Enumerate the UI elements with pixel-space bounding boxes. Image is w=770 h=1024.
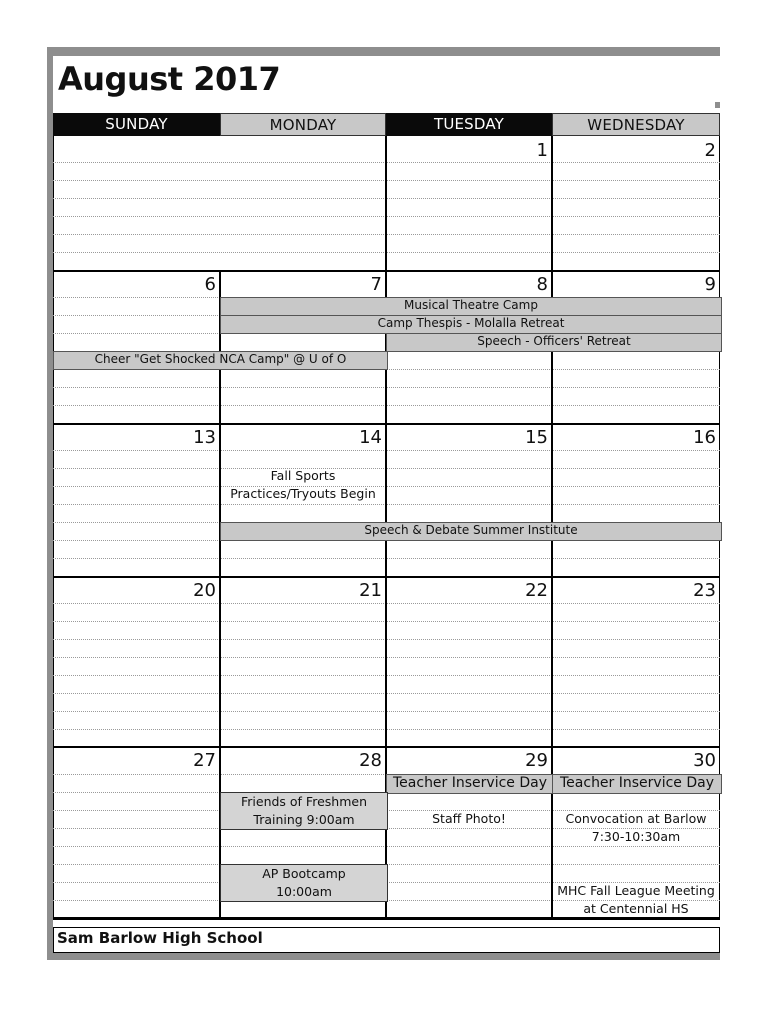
frame-top-border bbox=[47, 47, 720, 56]
event-teacher-inservice-30[interactable]: Teacher Inservice Day bbox=[552, 774, 722, 794]
date-20: 20 bbox=[193, 580, 216, 601]
day-header-tuesday: TUESDAY bbox=[386, 113, 552, 136]
date-8: 8 bbox=[536, 274, 548, 295]
date-30: 30 bbox=[693, 750, 716, 771]
event-staff-photo: Staff Photo! bbox=[432, 811, 506, 826]
event-speech-officers-retreat[interactable]: Speech - Officers' Retreat bbox=[386, 333, 722, 352]
event-convocation-line2: 7:30-10:30am bbox=[591, 829, 681, 844]
event-musical-theatre-camp[interactable]: Musical Theatre Camp bbox=[220, 297, 722, 316]
day-header-sunday: SUNDAY bbox=[53, 113, 220, 136]
date-27: 27 bbox=[193, 750, 216, 771]
frame-bottom-border bbox=[47, 953, 720, 960]
date-9: 9 bbox=[704, 274, 716, 295]
date-6: 6 bbox=[204, 274, 216, 295]
school-name: Sam Barlow High School bbox=[57, 929, 263, 947]
ap-bootcamp-line2: 10:00am bbox=[276, 884, 332, 899]
date-22: 22 bbox=[525, 580, 548, 601]
date-13: 13 bbox=[193, 427, 216, 448]
calendar-title: August 2017 bbox=[58, 60, 281, 98]
ap-bootcamp-line1: AP Bootcamp bbox=[262, 866, 346, 881]
event-mhc-line1: MHC Fall League Meeting bbox=[557, 883, 715, 898]
event-convocation-line1: Convocation at Barlow bbox=[565, 811, 707, 826]
event-ap-bootcamp[interactable] bbox=[220, 864, 388, 902]
date-23: 23 bbox=[693, 580, 716, 601]
event-speech-debate-institute[interactable]: Speech & Debate Summer Institute bbox=[220, 522, 722, 541]
date-21: 21 bbox=[359, 580, 382, 601]
event-fall-sports-line1: Fall Sports bbox=[270, 468, 336, 483]
event-teacher-inservice-29[interactable]: Teacher Inservice Day bbox=[386, 774, 554, 794]
event-mhc-line2: at Centennial HS bbox=[583, 901, 689, 916]
date-15: 15 bbox=[525, 427, 548, 448]
day-header-wednesday: WEDNESDAY bbox=[552, 113, 720, 136]
friends-line2: Training 9:00am bbox=[253, 812, 355, 827]
event-cheer-camp[interactable]: Cheer "Get Shocked NCA Camp" @ U of O bbox=[53, 351, 388, 370]
event-camp-thespis[interactable]: Camp Thespis - Molalla Retreat bbox=[220, 315, 722, 334]
event-fall-sports-line2: Practices/Tryouts Begin bbox=[230, 486, 376, 501]
event-friends-of-freshmen[interactable] bbox=[220, 792, 388, 830]
day-header-monday: MONDAY bbox=[220, 113, 386, 136]
date-1: 1 bbox=[536, 140, 548, 161]
friends-line1: Friends of Freshmen bbox=[240, 794, 367, 809]
frame-corner bbox=[715, 102, 720, 108]
date-2: 2 bbox=[704, 140, 716, 161]
date-14: 14 bbox=[359, 427, 382, 448]
date-29: 29 bbox=[525, 750, 548, 771]
date-16: 16 bbox=[693, 427, 716, 448]
date-28: 28 bbox=[359, 750, 382, 771]
date-7: 7 bbox=[370, 274, 382, 295]
